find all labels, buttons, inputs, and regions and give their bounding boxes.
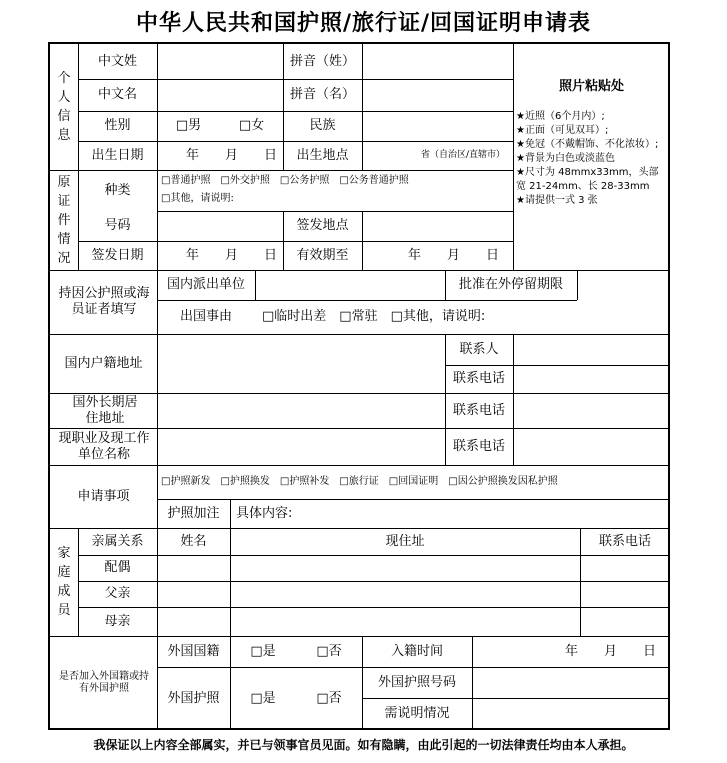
label-foreign-phone: 联系电话	[452, 402, 505, 418]
foreign-phone-field[interactable]	[513, 393, 670, 428]
label-issue-place: 签发地点	[296, 218, 349, 234]
domestic-address-field[interactable]	[157, 334, 445, 393]
label-mother: 母亲	[104, 613, 131, 629]
spouse-address-field[interactable]	[230, 555, 580, 581]
valid-until-field[interactable]: 年 月 日	[407, 247, 499, 263]
contact-phone-field[interactable]	[513, 365, 670, 393]
label-valid-until: 有效期至	[296, 247, 349, 263]
birth-place-field[interactable]: 省（自治区/直辖市）	[420, 150, 505, 161]
issue-place-field[interactable]	[362, 211, 513, 241]
application-options[interactable]: □护照新发 □护照换发 □护照补发 □旅行证 □回国证明 □因公护照换发因私护照	[161, 476, 558, 487]
label-spouse: 配偶	[104, 560, 131, 576]
exit-reason-options[interactable]: □临时出差 □常驻 □其他，请说明:	[262, 309, 486, 325]
label-work-unit: 现职业及现工作单位名称	[58, 430, 150, 462]
ethnicity-field[interactable]	[362, 111, 513, 141]
label-foreign-passport-no: 外国护照号码	[377, 674, 456, 690]
work-phone-field[interactable]	[513, 428, 670, 465]
photo-note: ★正面（可见双耳）;	[516, 125, 609, 136]
label-ethnicity: 民族	[309, 118, 336, 134]
foreign-nationality-yes[interactable]: □是	[250, 643, 276, 659]
cn-surname-field[interactable]	[157, 44, 283, 79]
pinyin-name-field[interactable]	[362, 79, 513, 111]
father-phone-field[interactable]	[580, 581, 670, 607]
label-approved-stay: 批准在外停留期限	[458, 277, 563, 293]
label-foreign-address: 国外长期居住地址	[72, 394, 138, 426]
label-father: 父亲	[104, 586, 131, 602]
foreign-address-field[interactable]	[157, 393, 445, 428]
declaration-footer: 我保证以上内容全部属实，并已与领事官员见面。如有隐瞒，由此引起的一切法律责任均由本人承担。	[93, 738, 634, 752]
domestic-unit-field[interactable]	[255, 270, 445, 300]
photo-note: ★近照（6个月内）;	[516, 111, 605, 122]
label-public-holder: 持因公护照或海员证者填写	[58, 286, 150, 317]
spouse-phone-field[interactable]	[580, 555, 670, 581]
label-explain: 需说明情况	[384, 706, 450, 722]
label-cn-surname: 中文姓	[97, 53, 137, 69]
photo-note: ★尺寸为 48mmx33mm，头部宽 21-24mm、长 28-33mm	[516, 167, 659, 192]
pinyin-surname-field[interactable]	[362, 44, 513, 79]
photo-requirements	[516, 110, 666, 208]
photo-title: 照片粘贴处	[558, 79, 624, 95]
foreign-passport-yes[interactable]: □是	[250, 690, 276, 706]
label-pinyin-surname: 拼音（姓）	[289, 53, 355, 69]
photo-note: ★请提供一式 3 张	[516, 195, 598, 206]
spouse-name-field[interactable]	[157, 555, 230, 581]
section-original-document: 原 证 件 情 况	[57, 174, 71, 266]
label-family-address: 现住址	[385, 533, 425, 549]
label-issue-date: 签发日期	[91, 247, 144, 263]
label-application: 申请事项	[77, 488, 130, 504]
label-foreign-passport: 外国护照	[167, 690, 220, 706]
explain-field[interactable]	[472, 698, 670, 730]
photo-note: ★背景为白色或淡蓝色	[516, 153, 615, 164]
label-naturalization-time: 入籍时间	[390, 643, 443, 659]
foreign-nationality-no[interactable]: □否	[316, 643, 342, 659]
section-family: 家 庭 成 员	[57, 546, 71, 618]
doc-type-options[interactable]: □普通护照 □外交护照 □公务护照 □公务普通护照	[161, 175, 409, 186]
label-family-name: 姓名	[180, 533, 207, 549]
mother-name-field[interactable]	[157, 607, 230, 636]
label-passport-endorse: 护照加注	[167, 505, 220, 521]
cn-name-field[interactable]	[157, 79, 283, 111]
mother-phone-field[interactable]	[580, 607, 670, 636]
approved-stay-field[interactable]	[577, 270, 670, 300]
label-doc-type: 种类	[104, 182, 131, 198]
father-name-field[interactable]	[157, 581, 230, 607]
label-work-phone: 联系电话	[452, 438, 505, 454]
label-contact-phone: 联系电话	[452, 371, 505, 387]
father-address-field[interactable]	[230, 581, 580, 607]
mother-address-field[interactable]	[230, 607, 580, 636]
label-domestic-unit: 国内派出单位	[166, 277, 245, 293]
label-foreign-nationality-question: 是否加入外国籍或持有外国护照	[59, 671, 149, 694]
gender-female-checkbox[interactable]: □女	[238, 118, 265, 134]
label-contact: 联系人	[459, 341, 499, 357]
foreign-passport-no[interactable]: □否	[316, 690, 342, 706]
label-foreign-nationality: 外国国籍	[167, 643, 220, 659]
label-birth-place: 出生地点	[296, 147, 349, 163]
label-cn-name: 中文名	[97, 87, 137, 103]
section-personal: 个 人 信 息	[57, 71, 71, 143]
photo-note: ★免冠（不戴帽饰、不化浓妆）;	[516, 139, 659, 150]
label-birth-date: 出生日期	[91, 147, 144, 163]
label-gender: 性别	[104, 118, 131, 134]
label-family-phone: 联系电话	[598, 533, 651, 549]
issue-date-field[interactable]: 年 月 日	[185, 247, 277, 263]
form-title: 中华人民共和国护照/旅行证/回国证明申请表	[135, 11, 592, 36]
doc-type-other[interactable]: □其他，请说明:	[161, 193, 234, 204]
label-doc-number: 号码	[104, 218, 131, 234]
naturalization-time-field[interactable]: 年 月 日	[564, 643, 656, 659]
label-domestic-address: 国内户籍地址	[64, 355, 143, 371]
gender-male-checkbox[interactable]: □男	[175, 118, 202, 134]
endorse-detail-field[interactable]: 具体内容:	[236, 505, 293, 521]
doc-number-field[interactable]	[157, 211, 283, 241]
label-pinyin-name: 拼音（名）	[289, 87, 355, 103]
label-exit-reason: 出国事由	[179, 309, 232, 325]
birth-date-field[interactable]: 年 月 日	[185, 147, 277, 163]
work-unit-field[interactable]	[157, 428, 445, 465]
contact-field[interactable]	[513, 334, 670, 365]
label-relation: 亲属关系	[91, 533, 144, 549]
foreign-passport-no-field[interactable]	[472, 667, 670, 698]
